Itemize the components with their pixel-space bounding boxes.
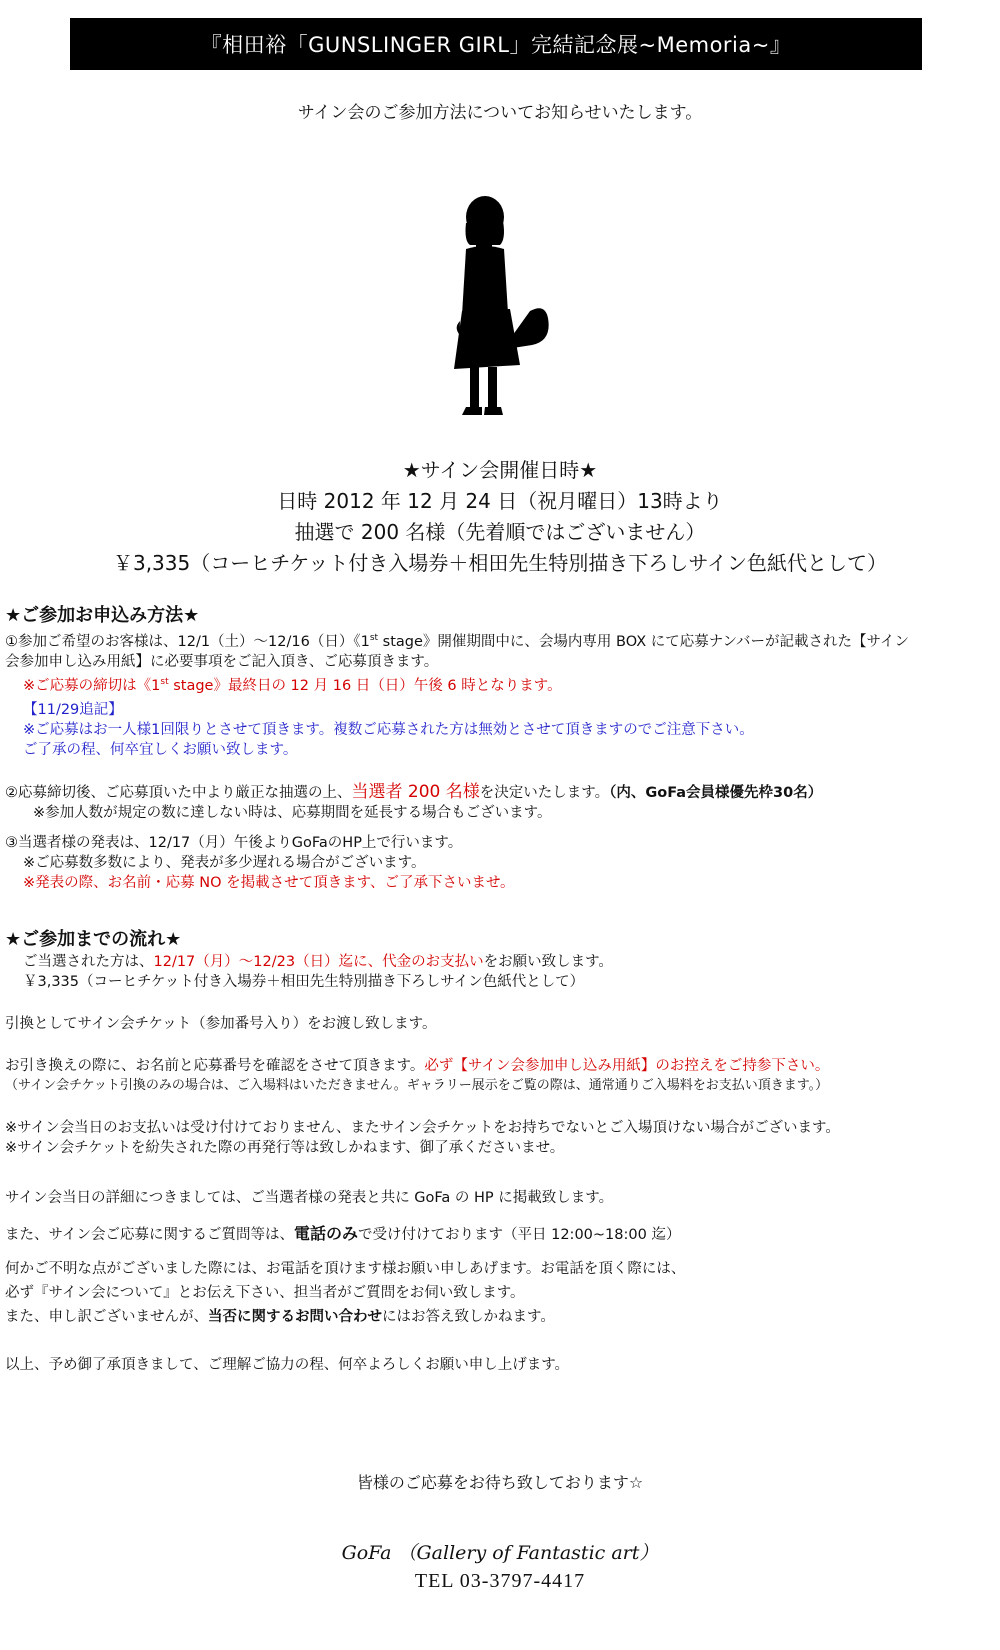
addendum-line-1: ※ご応募はお一人様1回限りとさせて頂きます。複数ご応募された方は無効とさせて頂きますのでご注意下さい。 xyxy=(23,721,754,738)
deadline-note: ※ご応募の締切は《1st stage》最終日の 12 月 16 日（日）午後 6 時となります。 xyxy=(23,676,562,694)
event-lottery: 抽選で 200 名様（先着順ではございません） xyxy=(294,520,706,544)
notice-line-2: ※サイン会チケットを紛失された際の再発行等は致しかねます、御了承くださいませ。 xyxy=(5,1140,565,1156)
event-datetime: 日時 2012 年 12 月 24 日（祝月曜日）13時より xyxy=(277,489,723,513)
flow-heading: ★ご参加までの流れ★ xyxy=(5,929,182,950)
contact-line-1: 何かご不明な点がございました際には、お電話を頂けます様お願い申しあげます。お電話を頂く際には、 xyxy=(5,1261,686,1277)
exchange-line: 引換としてサイン会チケット（参加番号入り）をお渡し致します。 xyxy=(5,1016,437,1032)
payment-line: ご当選された方は、12/17（月）～12/23（日）迄に、代金のお支払いをお願い致します。 xyxy=(23,954,613,970)
addendum-line-2: ご了承の程、何卒宜しくお願い致します。 xyxy=(23,741,298,758)
intro-text: サイン会のご参加方法についてお知らせいたします。 xyxy=(297,103,703,123)
gallery-name: GoFa （Gallery of Fantastic art） xyxy=(341,1542,659,1564)
step1-line: ①参加ご希望のお客様は、12/1（土）～12/16（日）《1st stage》開催期間中に、会場内専用 BOX にて応募ナンバーが記載された【サイン xyxy=(5,633,909,650)
final-line: 以上、予め御了承頂きまして、ご理解ご協力の程、何卒よろしくお願い申し上げます。 xyxy=(5,1357,570,1373)
addendum-label: 【11/29追記】 xyxy=(23,701,123,718)
girl-silhouette-illustration xyxy=(440,193,560,423)
event-price: ￥3,335（コーヒチケット付き入場券＋相田先生特別描き下ろしサイン色紙代として） xyxy=(112,551,888,575)
apply-section xyxy=(5,604,995,893)
event-heading: ★サイン会開催日時★ xyxy=(402,458,598,482)
title-banner xyxy=(70,18,922,70)
confirm-note: （サイン会チケット引換のみの場合は、ご入場料はいただきません。ギャラリー展示をご覧の際は、通常通りご入場料をお支払い頂きます。） xyxy=(5,1078,829,1093)
closing-message: 皆様のご応募をお待ち致しております☆ xyxy=(356,1473,644,1492)
step1-line-2: 会参加申し込み用紙】に必要事項をご記入頂き、ご応募頂きます。 xyxy=(5,653,439,670)
inquiry-line: また、サイン会ご応募に関するご質問等は、電話のみで受け付けております（平日 12:00~18:00 迄） xyxy=(5,1224,681,1243)
step2-line: ②応募締切後、ご応募頂いた中より厳正な抽選の上、当選者 200 名様を決定いたします。（内、GoFa会員様優先枠30名） xyxy=(5,781,823,802)
details-line: サイン会当日の詳細につきましては、ご当選者様の発表と共に GoFa の HP に掲載致します。 xyxy=(5,1190,614,1206)
step3-note-1: ※ご応募数多数により、発表が多少遅れる場合がございます。 xyxy=(23,854,426,871)
confirm-line: お引き換えの際に、お名前と応募番号を確認をさせて頂きます。必ず【サイン会参加申し込み用紙】のお控えをご持参下さい。 xyxy=(5,1058,830,1074)
step2-note: ※参加人数が規定の数に達しない時は、応募期間を延長する場合もございます。 xyxy=(33,804,552,821)
apply-heading: ★ご参加お申込み方法★ xyxy=(5,605,200,626)
payment-price: ￥3,335（コーヒチケット付き入場券＋相田先生特別描き下ろしサイン色紙代として） xyxy=(23,974,585,990)
contact-line-3: また、申し訳ございませんが、当否に関するお問い合わせにはお答え致しかねます。 xyxy=(5,1309,555,1325)
flow-section xyxy=(5,928,995,1375)
telephone: TEL 03-3797-4417 xyxy=(414,1570,586,1592)
step3-line: ③当選者様の発表は、12/17（月）午後よりGoFaのHP上で行います。 xyxy=(5,834,463,851)
step3-note-2: ※発表の際、お名前・応募 NO を掲載させて頂きます、ご了承下さいませ。 xyxy=(23,874,515,891)
notice-line-1: ※サイン会当日のお支払いは受け付けておりません、またサイン会チケットをお持ちでないとご入場頂けない場合がございます。 xyxy=(5,1120,840,1136)
event-info xyxy=(0,455,1000,579)
contact-line-2: 必ず『サイン会について』とお伝え下さい、担当者がご質問をお伺い致します。 xyxy=(5,1285,525,1301)
page-title: 『相田裕「GUNSLINGER GIRL」完結記念展~Memoria~』 xyxy=(200,33,792,57)
